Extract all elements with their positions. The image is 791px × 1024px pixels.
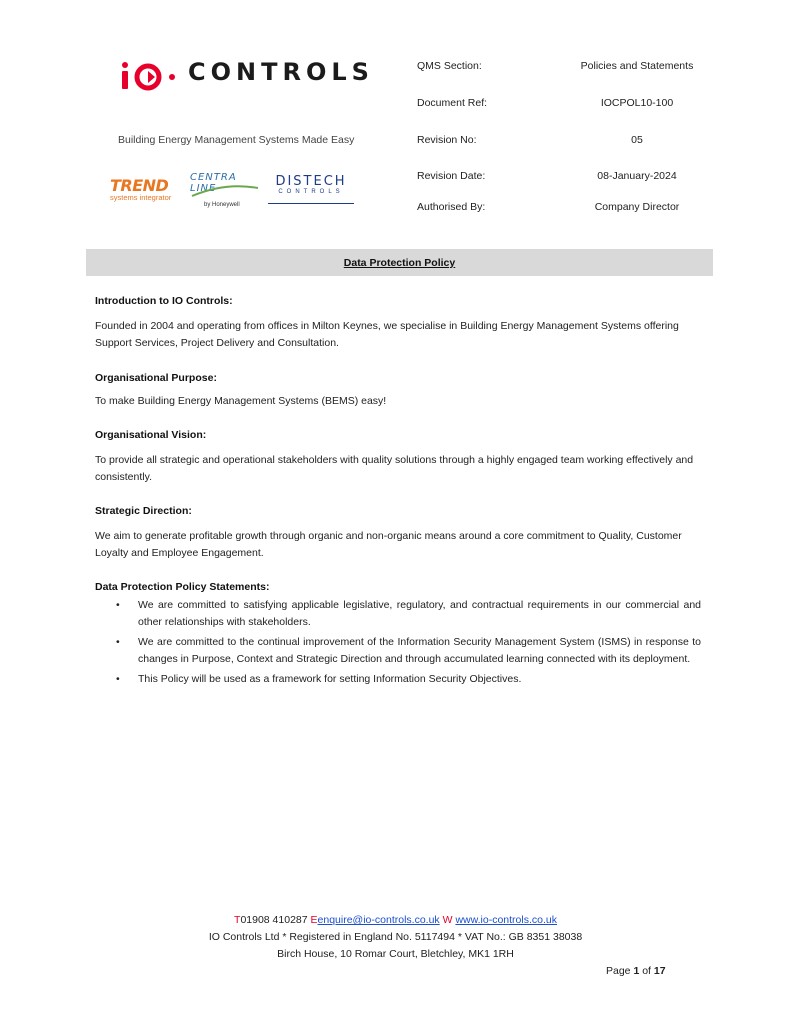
page-number: [606, 965, 666, 977]
section-body-strategic-direction: We aim to generate profitable growth through organic and non-organic means around a core commitment to Quality, Customer Loyalty and Employee Engagement.: [95, 530, 682, 559]
centraline-logo-name: CENTRA LINE: [190, 172, 237, 194]
section-heading-purpose: Organisational Purpose:: [95, 372, 217, 384]
website-link[interactable]: www.io-controls.co.uk: [455, 914, 557, 926]
logo-wordmark: CONTROLS: [188, 58, 374, 86]
meta-label: Authorised By:: [417, 201, 486, 213]
list-item: • We are committed to satisfying applicable legislative, regulatory, and contractual requirements in our commercial and other relationships with stakeholders.: [138, 597, 701, 631]
meta-label: QMS Section:: [417, 60, 482, 72]
distech-logo: [268, 174, 354, 204]
section-body-purpose: To make Building Energy Management Systems (BEMS) easy!: [95, 395, 387, 407]
email-label: E: [310, 914, 318, 926]
section-heading-introduction: Introduction to IO Controls:: [95, 295, 233, 307]
io-logo-icon: [118, 56, 188, 96]
tagline: Building Energy Management Systems Made Easy: [118, 134, 355, 146]
meta-value: IOCPOL10-100: [600, 97, 674, 109]
page-of: of: [642, 965, 651, 977]
list-item: • We are committed to the continual improvement of the Information Security Management System (ISMS) in response to changes in Purpose, Context and Strategic Direction and through accumulated learning connected with its deployment.: [138, 634, 701, 668]
section-heading-strategic-direction: Strategic Direction:: [95, 505, 192, 517]
page-label: Page: [606, 965, 631, 977]
distech-logo-sub: CONTROLS: [278, 189, 344, 195]
section-heading-statements: Data Protection Policy Statements:: [95, 581, 270, 593]
footer-company-line: IO Controls Ltd * Registered in England No. 5117494 * VAT No.: GB 8351 38038: [208, 931, 583, 943]
footer-contact-line: [0, 914, 791, 926]
centraline-logo-sub: by Honeywell: [204, 202, 240, 208]
footer-address-line: Birch House, 10 Romar Court, Bletchley, MK1 1RH: [277, 948, 514, 960]
phone-label: T: [234, 914, 241, 926]
title-banner: [86, 249, 713, 276]
meta-value: 05: [631, 134, 643, 146]
page-total: 17: [653, 965, 666, 977]
meta-label: Document Ref:: [417, 97, 488, 109]
page-current: 1: [633, 965, 640, 977]
statements-list: [95, 597, 701, 691]
meta-value: Company Director: [594, 201, 680, 213]
phone-number: 01908 410287: [240, 914, 308, 926]
section-body-introduction: Founded in 2004 and operating from offices in Milton Keynes, we specialise in Building Energy Management Systems offering Support Services, Project Delivery and Consultation.: [95, 320, 679, 349]
list-item: • This Policy will be used as a framework for setting Information Security Objectives.: [138, 671, 701, 688]
distech-underline: [268, 203, 354, 204]
partner-logos: [110, 172, 360, 218]
website-label: W: [442, 914, 453, 926]
trend-logo-name: TREND: [110, 176, 169, 195]
swoosh-icon: [190, 184, 260, 198]
trend-logo: [110, 176, 186, 202]
email-link[interactable]: enquire@io-controls.co.uk: [317, 914, 440, 926]
section-heading-vision: Organisational Vision:: [95, 429, 207, 441]
document-title: Data Protection Policy: [343, 257, 456, 269]
distech-logo-name: DISTECH: [275, 174, 347, 189]
meta-value: 08-January-2024: [597, 170, 677, 182]
section-body-vision: To provide all strategic and operational stakeholders with quality solutions through a highly engaged team working effectively and consistently.: [95, 454, 694, 483]
meta-value: Policies and Statements: [580, 60, 694, 72]
centraline-logo: [190, 172, 266, 212]
company-logo: [118, 56, 374, 96]
trend-logo-sub: systems integrator: [110, 193, 172, 202]
meta-label: Revision Date:: [417, 170, 486, 182]
meta-label: Revision No:: [417, 134, 477, 146]
